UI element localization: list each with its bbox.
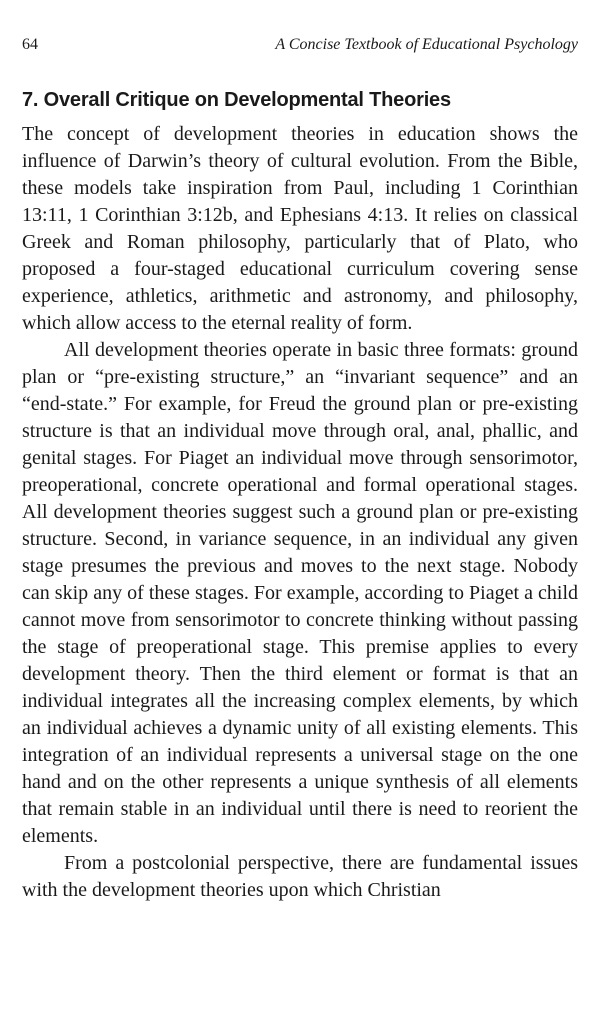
running-title: A Concise Textbook of Educational Psychology <box>275 36 578 53</box>
page-number: 64 <box>22 36 38 53</box>
running-header <box>22 34 578 56</box>
paragraph-1: The concept of development theories in education shows the influence of Darwin’s theory of cultural evolution. From the Bible, these models take inspiration from Paul, including 1 Corinthian 13:11, 1 Corinthian 3:12b, and Ephesians 4:13. It relies on classical Greek and Roman philosophy, particularly that of Plato, who proposed a four-staged educational curriculum covering sense experience, athletics, arithmetic and astronomy, and philosophy, which allow access to the eternal reality of form. <box>22 123 578 334</box>
section-heading: 7. Overall Critique on Developmental Theories <box>22 89 451 111</box>
body-text <box>22 121 578 904</box>
paragraph-3: From a postcolonial perspective, there are fundamental issues with the development theories upon which Christian <box>22 852 578 901</box>
paragraph-2: All development theories operate in basic three formats: ground plan or “pre-existing structure,” an “invariant sequence” and an “end-state.” For example, for Freud the ground plan or pre-existing structure is that an individual move through oral, anal, phallic, and genital stages. For Piaget an individual move through sensorimotor, preoperational, concrete operational and formal operational stages. All development theories suggest such a ground plan or pre-existing structure. Second, in variance sequence, in an individual any given stage presumes the previous and moves to the next stage. Nobody can skip any of these stages. For example, according to Piaget a child cannot move from sensorimotor to concrete thinking without passing the stage of preoperational stage. This premise applies to every development theory. Then the third element or format is that an individual integrates all the increasing complex elements, by which an individual achieves a dynamic unity of all existing elements. This integration of an individual represents a universal stage on the one hand and on the other represents a unique synthesis of all elements that remain stable in an individual until there is need to reorient the elements. <box>22 339 578 847</box>
